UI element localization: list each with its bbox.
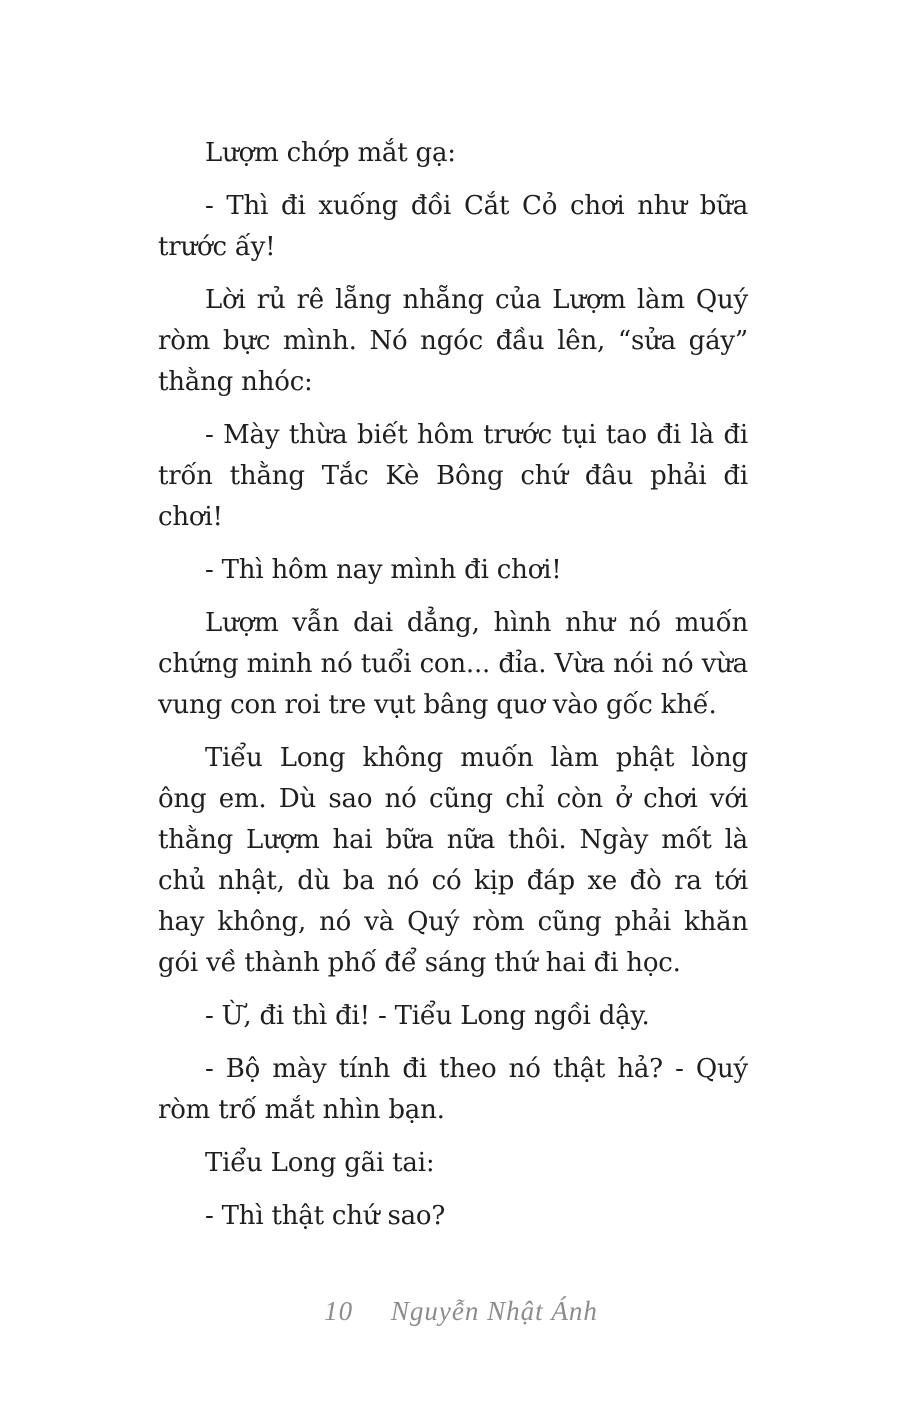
paragraph-2: - Thì đi xuống đồi Cắt Cỏ chơi như bữa trước ấy! bbox=[158, 191, 748, 262]
author-name: Nguyễn Nhật Ánh bbox=[390, 1296, 598, 1326]
paragraph-9: - Bộ mày tính đi theo nó thật hả? - Quý ròm trố mắt nhìn bạn. bbox=[158, 1054, 748, 1125]
page-footer bbox=[0, 1296, 922, 1327]
paragraph-8: - Ừ, đi thì đi! - Tiểu Long ngồi dậy. bbox=[205, 1001, 650, 1031]
paragraph-6: Lượm vẫn dai dẳng, hình như nó muốn chứng minh nó tuổi con... đỉa. Vừa nói nó vừa vung con roi tre vụt bâng quơ vào gốc khế. bbox=[158, 608, 748, 720]
page-body bbox=[158, 133, 748, 1249]
paragraph-5: - Thì hôm nay mình đi chơi! bbox=[205, 555, 562, 585]
paragraph-11: - Thì thật chứ sao? bbox=[205, 1201, 446, 1231]
paragraph-1: Lượm chớp mắt gạ: bbox=[205, 138, 456, 168]
paragraph-10: Tiểu Long gãi tai: bbox=[205, 1148, 435, 1178]
paragraph-4: - Mày thừa biết hôm trước tụi tao đi là đi trốn thằng Tắc Kè Bông chứ đâu phải đi chơi! bbox=[158, 420, 748, 532]
paragraph-3: Lời rủ rê lẵng nhẵng của Lượm làm Quý ròm bực mình. Nó ngóc đầu lên, “sửa gáy” thằng nhóc: bbox=[158, 285, 748, 397]
page-number: 10 bbox=[324, 1296, 354, 1326]
paragraph-7: Tiểu Long không muốn làm phật lòng ông em. Dù sao nó cũng chỉ còn ở chơi với thằng Lượm hai bữa nữa thôi. Ngày mốt là chủ nhật, dù ba nó có kịp đáp xe đò ra tới hay không, nó và Quý ròm cũng phải khăn gói về thành phố để sáng thứ hai đi học. bbox=[158, 743, 748, 978]
